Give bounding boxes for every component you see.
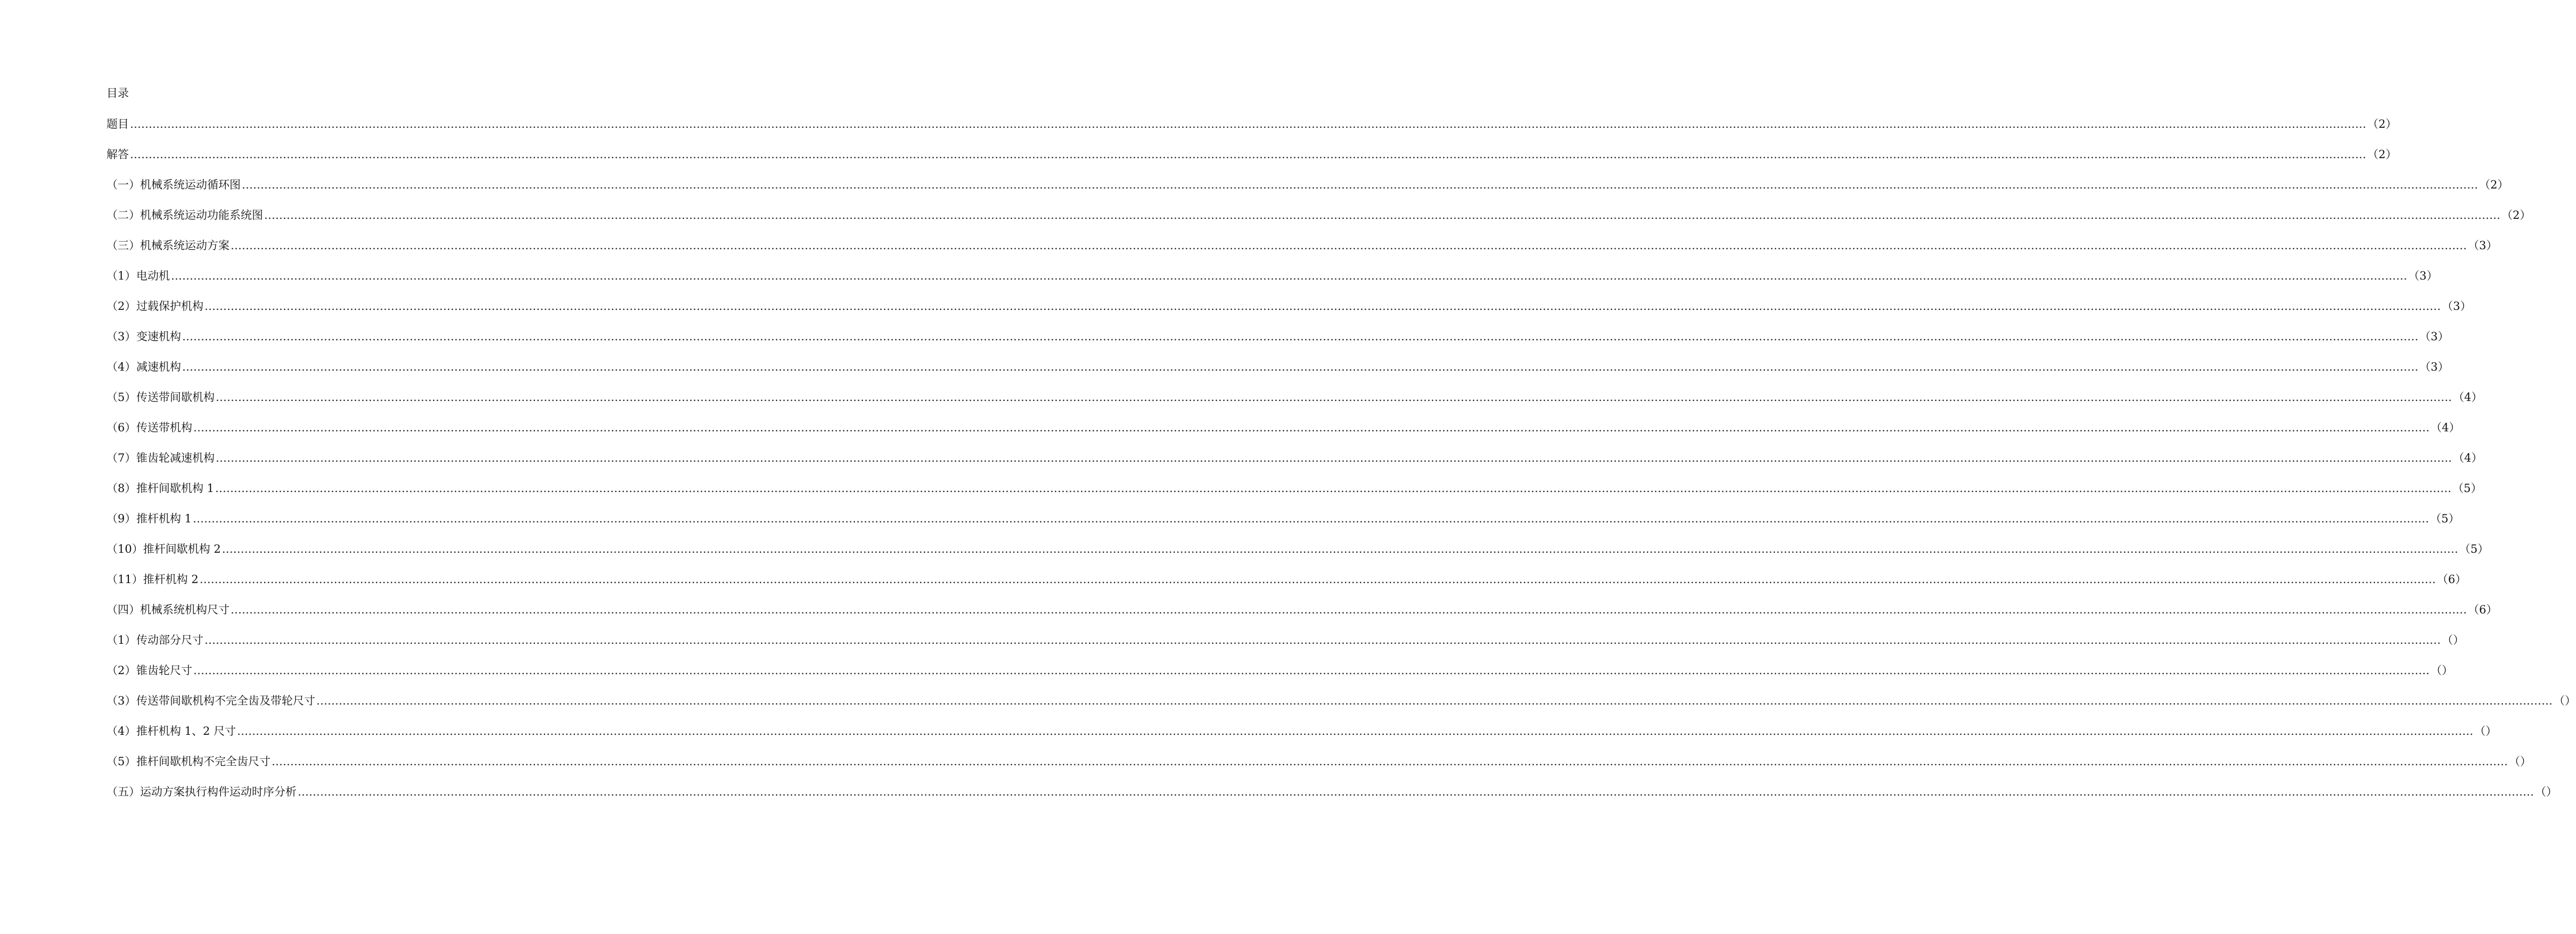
toc-entry-page: （2） [2501,209,2531,222]
toc-entry-label: 推杆间歇机构不完全齿尺寸 [136,755,270,768]
toc-entry-number: （1） [106,269,136,282]
toc-entry-page: （3） [2408,269,2438,282]
toc-entry [106,389,2483,420]
toc-entry-label: 传送带间歇机构不完全齿及带轮尺寸 [136,694,315,707]
toc-leader-dots: …………………………………………………………………………………………………………………………………………………………………………………………………………………………………………………………………………………………………………………………………………………………………………………………………………………………………………………………………………………………………………………………………………………… [216,391,2452,404]
toc-entry [106,571,2467,602]
toc-entry-label: 过载保护机构 [136,300,203,313]
toc-leader-dots: …………………………………………………………………………………………………………………………………………………………………………………………………………………………………………………………………………………………………………………………………………………………………………………………………………………………………………………………………………………………………………………………………………………… [204,634,2441,646]
toc-leader-dots: …………………………………………………………………………………………………………………………………………………………………………………………………………………………………………………………………………………………………………………………………………………………………………………………………………………………………………………………………………………………………………………………………………………… [216,452,2452,464]
toc-title: 目录 [106,87,129,100]
toc-entry [106,237,2498,268]
toc-entry [106,359,2449,389]
toc-entry-page: （4） [2431,421,2460,434]
toc-entry [106,146,2397,177]
toc-entry-label: 锥齿轮减速机构 [136,452,215,464]
toc-entry-page: （） [2509,755,2531,768]
toc-leader-dots: …………………………………………………………………………………………………………………………………………………………………………………………………………………………………………………………………………………………………………………………………………………………………………………………………………………………………………………………………………………………………………………………………………………… [193,421,2430,434]
toc-entry-page: （） [2554,694,2576,707]
toc-entry-page: （） [2474,725,2497,738]
toc-entry [106,177,2509,207]
toc-entry-label: 传送带机构 [136,421,192,434]
toc-entry-page: （2） [2479,178,2509,191]
toc-entry-number: （1） [106,634,136,646]
toc-leader-dots: …………………………………………………………………………………………………………………………………………………………………………………………………………………………………………………………………………………………………………………………………………………………………………………………………………………………………………………………………………………………………………………………………………………… [193,664,2430,677]
toc-entry-page: （4） [2453,452,2483,464]
toc-leader-dots: …………………………………………………………………………………………………………………………………………………………………………………………………………………………………………………………………………………………………………………………………………………………………………………………………………………………………………………………………………………………………………………………………………………… [204,300,2441,313]
toc-entry-label: 锥齿轮尺寸 [136,664,192,677]
toc-entry-page: （2） [2367,118,2397,130]
toc-entry-number: （7） [106,452,136,464]
toc-entry-label: （11）推杆机构 2 [106,573,199,586]
toc-entry-page: （） [2431,664,2453,677]
toc-entry [106,207,2531,237]
toc-entry-number: （2） [106,664,136,677]
toc-entry-page: （6） [2468,603,2498,616]
toc-entry-page: （5） [2430,512,2460,525]
toc-leader-dots: …………………………………………………………………………………………………………………………………………………………………………………………………………………………………………………………………………………………………………………………………………………………………………………………………………………………………………………………………………………………………………………………………………………… [130,148,2366,161]
toc-entry-number: （4） [106,725,136,738]
toc-entry-page: （3） [2419,361,2449,373]
toc-leader-dots: …………………………………………………………………………………………………………………………………………………………………………………………………………………………………………………………………………………………………………………………………………………………………………………………………………………………………………………………………………………………………………………………………………………… [242,178,2478,191]
toc-entry-label: 减速机构 [136,361,181,373]
toc-entry [106,420,2460,450]
toc-leader-dots: …………………………………………………………………………………………………………………………………………………………………………………………………………………………………………………………………………………………………………………………………………………………………………………………………………………………………………………………………………………………………………………………………………………… [171,269,2407,282]
toc-entry [106,693,2576,723]
toc-leader-dots: …………………………………………………………………………………………………………………………………………………………………………………………………………………………………………………………………………………………………………………………………………………………………………………………………………………………………………………………………………………………………………………………………………………… [316,694,2553,707]
toc-entry-page: （3） [2419,330,2449,343]
toc-entry [106,511,2460,541]
toc-entry-label: （四）机械系统机构尺寸 [106,603,229,616]
toc-entry-label: 推杆机构 1 [136,512,192,525]
toc-entry-page: （6） [2436,573,2467,586]
toc-entry-label: （二）机械系统运动功能系统图 [106,209,263,222]
toc-leader-dots: …………………………………………………………………………………………………………………………………………………………………………………………………………………………………………………………………………………………………………………………………………………………………………………………………………………………………………………………………………………………………………………………………………………… [215,482,2452,495]
toc-leader-dots: …………………………………………………………………………………………………………………………………………………………………………………………………………………………………………………………………………………………………………………………………………………………………………………………………………………………………………………………………………………………………………………………………………………… [182,361,2418,373]
toc-entry-number: （5） [106,391,136,404]
toc-entry-number: （4） [106,361,136,373]
toc-leader-dots: …………………………………………………………………………………………………………………………………………………………………………………………………………………………………………………………………………………………………………………………………………………………………………………………………………………………………………………………………………………………………………………………………………………… [221,543,2458,555]
toc-leader-dots: …………………………………………………………………………………………………………………………………………………………………………………………………………………………………………………………………………………………………………………………………………………………………………………………………………………………………………………………………………………………………………………………………………………… [298,785,2534,798]
toc-entry-page: （） [2535,785,2557,798]
toc-leader-dots: …………………………………………………………………………………………………………………………………………………………………………………………………………………………………………………………………………………………………………………………………………………………………………………………………………………………………………………………………………………………………………………………………………………… [130,118,2366,130]
toc-entry-number: （6） [106,421,136,434]
toc-entry-label: 传动部分尺寸 [136,634,203,646]
toc-entry [106,268,2438,298]
toc-entry-page: （） [2442,634,2464,646]
toc-entry-label: 题目 [106,118,129,130]
toc-entry-page: （2） [2367,148,2397,161]
toc-entry-label: （一）机械系统运动循环图 [106,178,241,191]
toc-entry [106,480,2482,511]
toc-entry-page: （3） [2442,300,2472,313]
toc-leader-dots: …………………………………………………………………………………………………………………………………………………………………………………………………………………………………………………………………………………………………………………………………………………………………………………………………………………………………………………………………………………………………………………………………………………… [231,603,2467,616]
toc-list [106,116,2576,814]
toc-entry [106,632,2464,662]
toc-entry-label: （三）机械系统运动方案 [106,239,229,252]
toc-entry-number: （3） [106,694,136,707]
toc-entry [106,784,2557,814]
toc-entry-number: （3） [106,330,136,343]
toc-entry [106,662,2453,693]
toc-leader-dots: …………………………………………………………………………………………………………………………………………………………………………………………………………………………………………………………………………………………………………………………………………………………………………………………………………………………………………………………………………………………………………………………………………………… [199,573,2436,586]
toc-entry-label: 解答 [106,148,129,161]
toc-entry-label: 传送带间歇机构 [136,391,215,404]
toc-entry [106,541,2489,571]
toc-entry-number: （9） [106,512,136,525]
toc-entry [106,329,2449,359]
toc-entry-label: 推杆机构 1、2 尺寸 [136,725,236,738]
toc-leader-dots: …………………………………………………………………………………………………………………………………………………………………………………………………………………………………………………………………………………………………………………………………………………………………………………………………………………………………………………………………………………………………………………………………………………… [272,755,2508,768]
toc-entry-label: 电动机 [136,269,170,282]
toc-entry-page: （4） [2453,391,2483,404]
toc-entry-number: （5） [106,755,136,768]
toc-entry-label: 变速机构 [136,330,181,343]
toc-leader-dots: …………………………………………………………………………………………………………………………………………………………………………………………………………………………………………………………………………………………………………………………………………………………………………………………………………………………………………………………………………………………………………………………………………………… [182,330,2418,343]
toc-entry-label: （五）运动方案执行构件运动时序分析 [106,785,297,798]
toc-entry [106,753,2531,784]
toc-entry [106,450,2483,480]
toc-entry-page: （5） [2452,482,2482,495]
toc-entry [106,602,2498,632]
toc-leader-dots: …………………………………………………………………………………………………………………………………………………………………………………………………………………………………………………………………………………………………………………………………………………………………………………………………………………………………………………………………………………………………………………………………………………… [237,725,2474,738]
toc-entry [106,116,2397,146]
toc-leader-dots: …………………………………………………………………………………………………………………………………………………………………………………………………………………………………………………………………………………………………………………………………………………………………………………………………………………………………………………………………………………………………………………………………………………… [231,239,2467,252]
toc-entry-number: （8） [106,482,136,495]
toc-leader-dots: …………………………………………………………………………………………………………………………………………………………………………………………………………………………………………………………………………………………………………………………………………………………………………………………………………………………………………………………………………………………………………………………………………………… [264,209,2500,222]
toc-entry-page: （5） [2459,543,2489,555]
toc-entry [106,298,2472,329]
toc-entry [106,723,2497,753]
toc-entry-label: 推杆间歇机构 1 [136,482,215,495]
toc-entry-number: （2） [106,300,136,313]
toc-leader-dots: …………………………………………………………………………………………………………………………………………………………………………………………………………………………………………………………………………………………………………………………………………………………………………………………………………………………………………………………………………………………………………………………………………………… [193,512,2430,525]
toc-entry-page: （3） [2468,239,2498,252]
toc-entry-label: （10）推杆间歇机构 2 [106,543,221,555]
